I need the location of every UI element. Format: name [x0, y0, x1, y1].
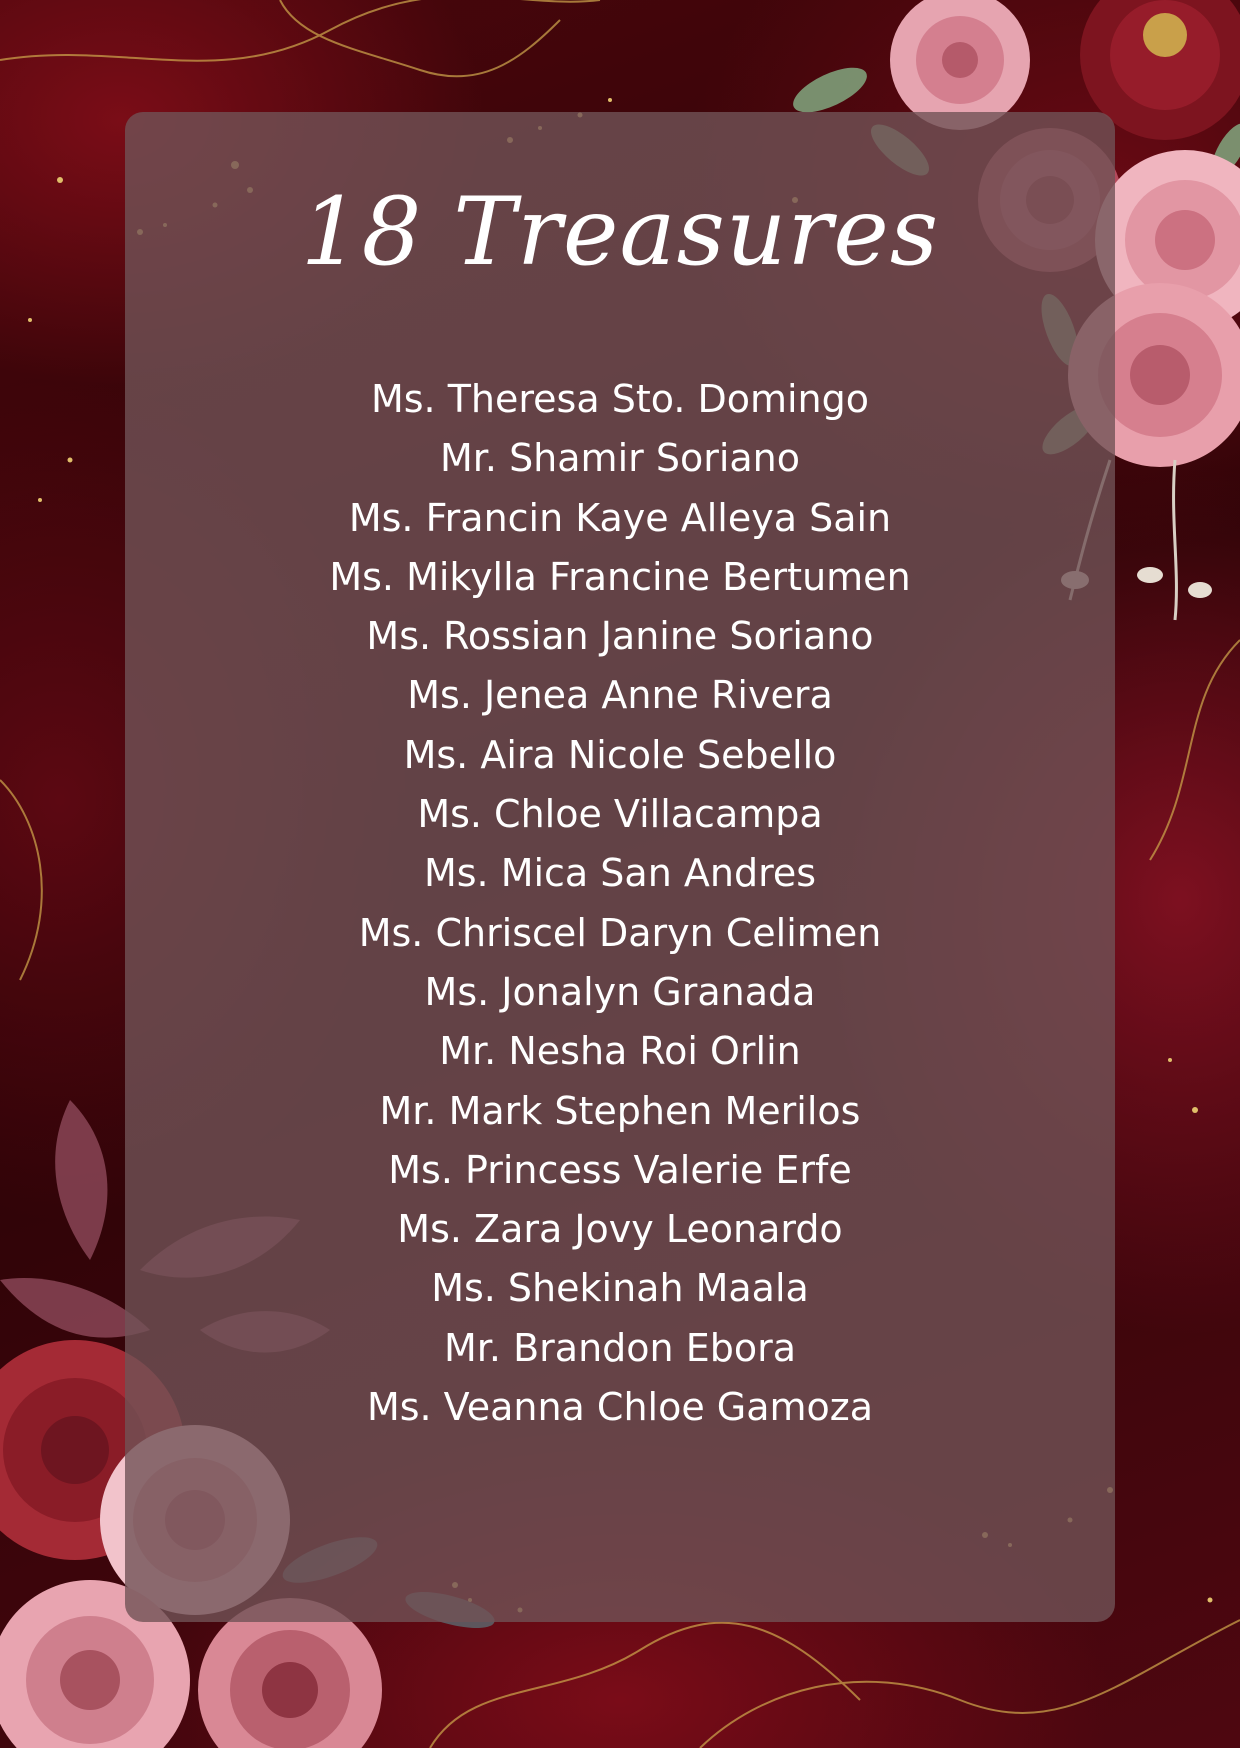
- name-item: Ms. Jenea Anne Rivera: [407, 673, 833, 718]
- name-item: Ms. Zara Jovy Leonardo: [397, 1207, 843, 1252]
- name-item: Ms. Mikylla Francine Bertumen: [329, 554, 911, 599]
- name-item: Ms. Theresa Sto. Domingo: [370, 377, 870, 421]
- page-title: 18 Treasures: [300, 178, 940, 287]
- name-item: Ms. Princess Valerie Erfe: [388, 1147, 852, 1192]
- name-item: Mr. Brandon Ebora: [444, 1325, 796, 1370]
- name-item: Mr. Shamir Soriano: [439, 436, 801, 481]
- name-item: Ms. Veanna Chloe Gamoza: [366, 1385, 874, 1430]
- name-item: Ms. Rossian Janine Soriano: [366, 614, 874, 659]
- name-item: Mr. Mark Stephen Merilos: [379, 1088, 861, 1133]
- name-item: Ms. Chloe Villacampa: [417, 792, 823, 837]
- name-item: Ms. Chriscel Daryn Celimen: [358, 910, 882, 955]
- treasures-name-list: [125, 370, 1115, 1437]
- card-content: [125, 112, 1115, 1622]
- name-item: Ms. Mica San Andres: [423, 851, 817, 896]
- name-item: Mr. Nesha Roi Orlin: [439, 1029, 801, 1074]
- name-item: Ms. Shekinah Maala: [431, 1266, 809, 1311]
- name-item: Ms. Francin Kaye Alleya Sain: [348, 495, 892, 540]
- name-item: Ms. Jonalyn Granada: [424, 969, 816, 1014]
- name-item: Ms. Aira Nicole Sebello: [403, 732, 837, 777]
